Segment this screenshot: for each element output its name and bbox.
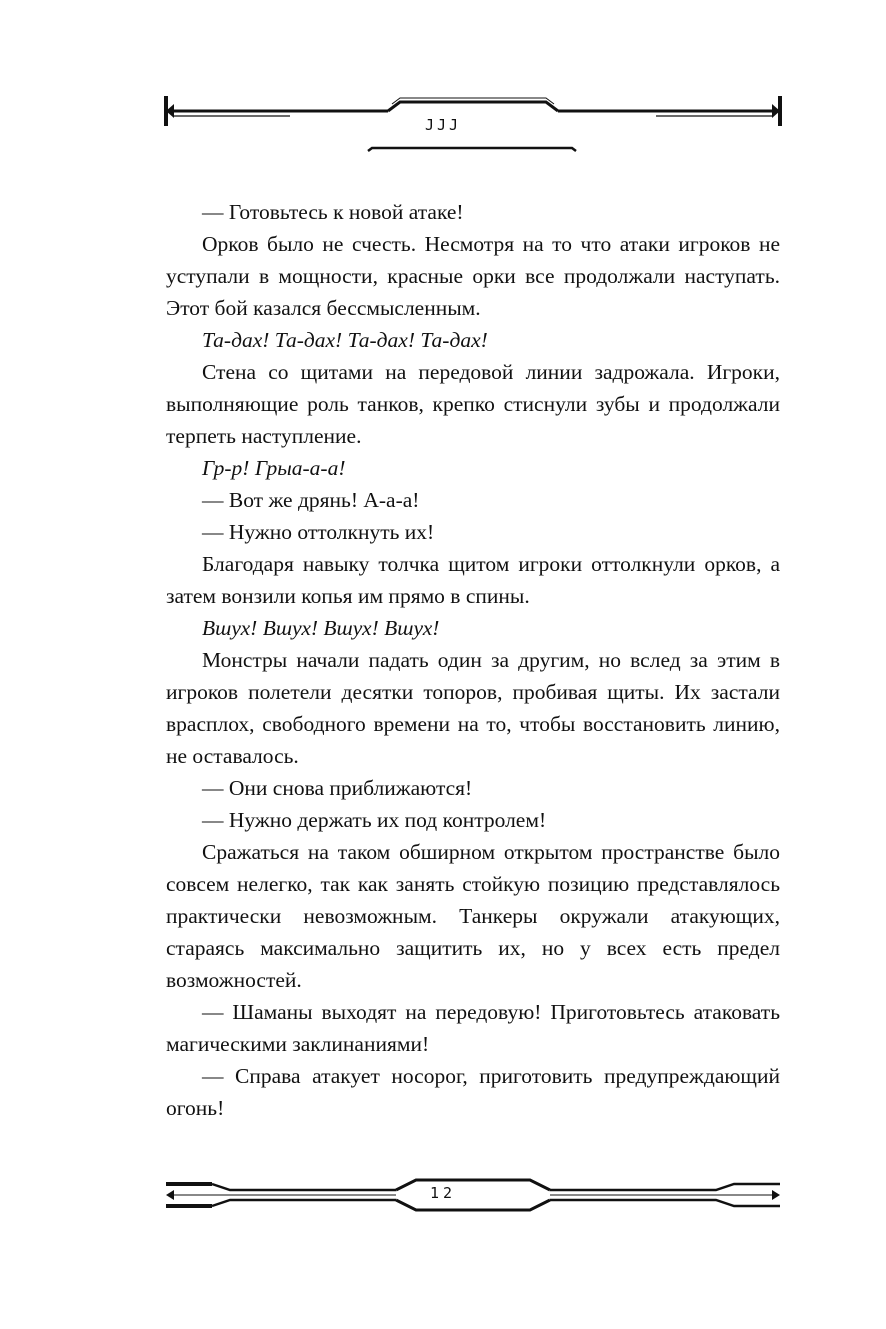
paragraph: — Шаманы выходят на передовую! Приготовьтесь атаковать магическими заклинаниями! xyxy=(166,1000,780,1056)
paragraph: Орков было не счесть. Несмотря на то что атаки игроков не уступали в мощности, красные орки все продолжали наступать. Этот бой казался бессмысленным. xyxy=(166,232,780,320)
paragraph: — Нужно держать их под контролем! xyxy=(202,808,547,832)
paragraph: — Вот же дрянь! А-а-а! xyxy=(202,488,420,512)
paragraph: — Готовьтесь к новой атаке! xyxy=(202,200,464,224)
paragraph: Стена со щитами на передовой линии задрожала. Игроки, выполняющие роль танков, крепко стиснули зубы и продолжали терпеть наступление. xyxy=(166,360,780,448)
paragraph-italic: Та-дах! Та-дах! Та-дах! Та-дах! xyxy=(202,328,488,352)
paragraph: Монстры начали падать один за другим, но вслед за этим в игроков полетели десятки топоров, пробивая щиты. Их застали врасплох, свободного времени на то, чтобы восстановить линию, не оставалось. xyxy=(166,648,780,768)
running-head: JJJ xyxy=(424,116,462,134)
paragraph: Благодаря навыку толчка щитом игроки оттолкнули орков, а затем вонзили копья им прямо в спины. xyxy=(166,552,780,608)
body-text xyxy=(166,196,780,1124)
paragraph: Сражаться на таком обширном открытом пространстве было совсем нелегко, так как занять стойкую позицию представлялось практически невозможным. Танкеры окружали атакующих, стараясь максимально защитить их, но у всех есть предел возможностей. xyxy=(166,840,780,992)
paragraph: — Они снова приближаются! xyxy=(202,776,473,800)
paragraph: — Нужно оттолкнуть их! xyxy=(202,520,435,544)
paragraph: — Справа атакует носорог, приготовить предупреждающий огонь! xyxy=(166,1064,780,1120)
paragraph-italic: Вшух! Вшух! Вшух! Вшух! xyxy=(202,616,440,640)
paragraph-italic: Гр-р! Грыа-а-а! xyxy=(202,456,346,480)
page-number: 12 xyxy=(429,1184,457,1202)
